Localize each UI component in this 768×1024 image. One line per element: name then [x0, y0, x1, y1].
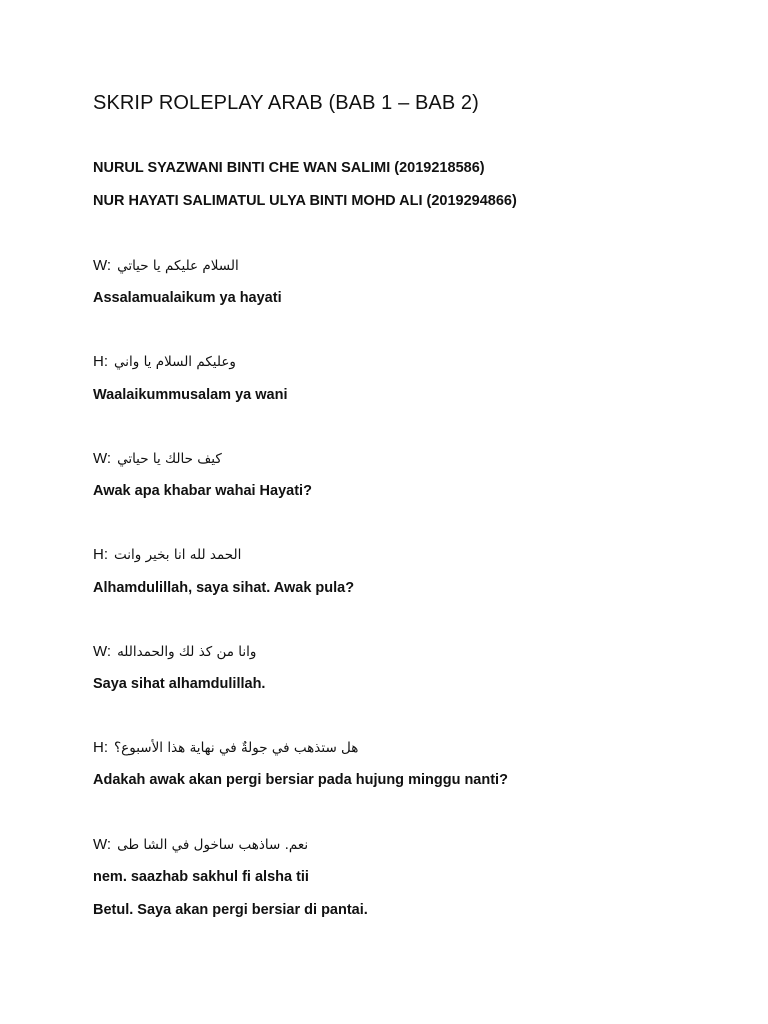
speaker-label: W:	[93, 836, 112, 853]
speaker-label: W:	[93, 643, 112, 660]
arabic-text: وانا من كذ لك والحمدالله	[117, 644, 257, 660]
translation-5: Saya sihat alhamdulillah.	[93, 676, 266, 692]
arabic-text: نعم. ساذهب ساخول في الشا طى	[117, 837, 309, 853]
speaker-label: H:	[93, 353, 108, 370]
dialogue-line-2	[93, 352, 236, 372]
translation-7: Betul. Saya akan pergi bersiar di pantai.	[93, 902, 368, 918]
dialogue-line-6	[93, 738, 358, 758]
dialogue-line-5	[93, 642, 256, 662]
arabic-text: كيف حالك يا حياتي	[117, 451, 222, 467]
arabic-text: وعليكم السلام يا واني	[114, 354, 236, 370]
translation-3: Awak apa khabar wahai Hayati?	[93, 483, 312, 499]
translation-6: Adakah awak akan pergi bersiar pada hujung minggu nanti?	[93, 772, 508, 788]
translation-1: Assalamualaikum ya hayati	[93, 290, 282, 306]
dialogue-line-4	[93, 545, 241, 565]
document-title: SKRIP ROLEPLAY ARAB (BAB 1 – BAB 2)	[93, 92, 479, 114]
dialogue-line-7	[93, 835, 308, 855]
author-1: NURUL SYAZWANI BINTI CHE WAN SALIMI (2019218586)	[93, 160, 485, 176]
translation-2: Waalaikummusalam ya wani	[93, 387, 288, 403]
arabic-text: الحمد لله انا بخير وانت	[114, 547, 242, 563]
speaker-label: H:	[93, 739, 108, 756]
speaker-label: W:	[93, 257, 112, 274]
dialogue-line-3	[93, 449, 222, 469]
speaker-label: W:	[93, 450, 112, 467]
speaker-label: H:	[93, 546, 108, 563]
dialogue-line-1	[93, 256, 239, 276]
transliteration-7: nem. saazhab sakhul fi alsha tii	[93, 869, 309, 885]
arabic-text: هل ستذهب في جولةٌ في نهاية هذا الأسبوع؟	[114, 740, 359, 756]
author-2: NUR HAYATI SALIMATUL ULYA BINTI MOHD ALI (2019294866)	[93, 193, 517, 209]
translation-4: Alhamdulillah, saya sihat. Awak pula?	[93, 580, 355, 596]
arabic-text: السلام عليكم يا حياتي	[117, 258, 239, 274]
